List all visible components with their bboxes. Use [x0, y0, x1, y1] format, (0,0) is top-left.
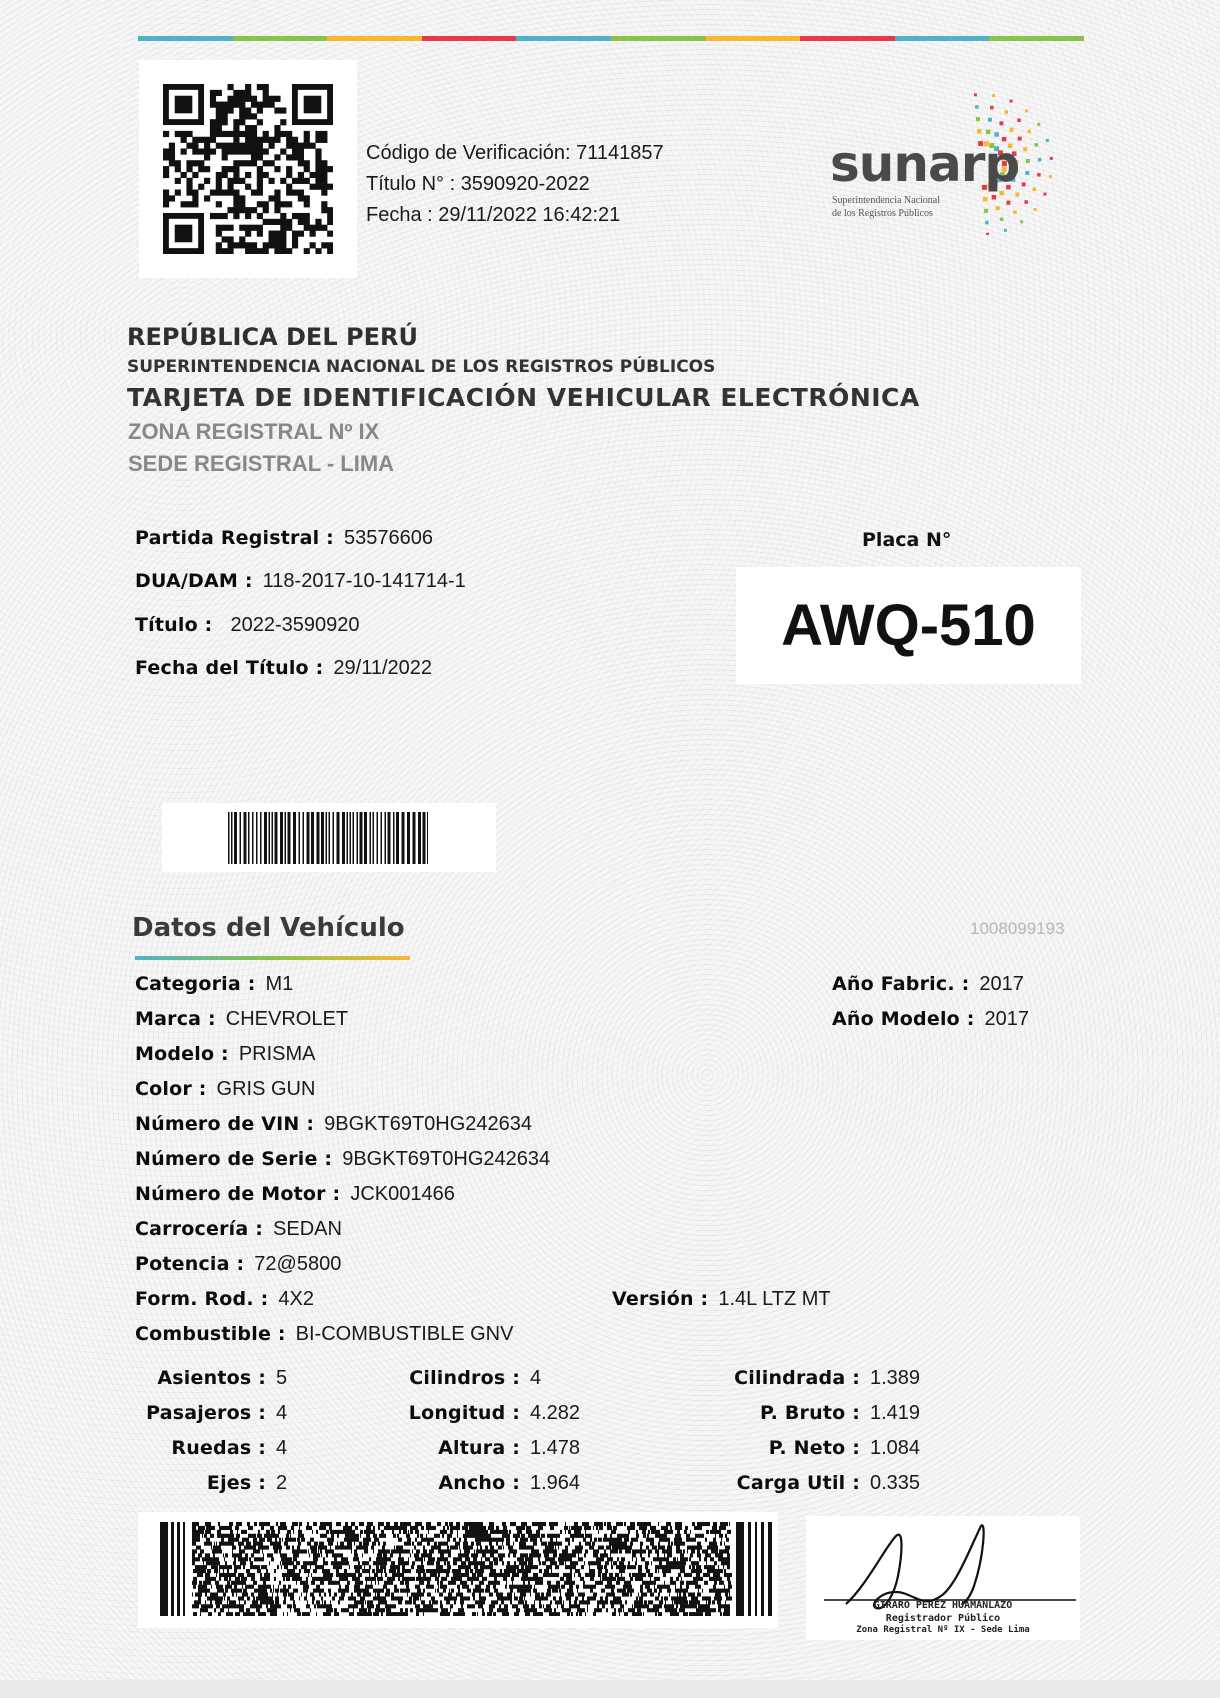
plate-number: AWQ-510: [781, 593, 1036, 658]
pdf417-barcode: [160, 1522, 772, 1616]
anio-fabric-value: 2017: [979, 973, 1024, 995]
logo-tagline-2: de los Registros Públicos: [832, 208, 933, 219]
combustible-value: BI-COMBUSTIBLE GNV: [295, 1323, 514, 1345]
modelo-value: PRISMA: [238, 1043, 316, 1065]
version-value: 1.4L LTZ MT: [718, 1288, 831, 1310]
combustible-label: Combustible :: [135, 1323, 286, 1345]
pasajeros-label: Pasajeros :: [146, 1402, 266, 1424]
serie-row: [135, 1148, 550, 1171]
dua-value: 118-2017-10-141714-1: [262, 570, 466, 592]
motor-label: Número de Motor :: [135, 1183, 341, 1205]
anio-modelo-value: 2017: [984, 1008, 1030, 1030]
modelo-row: [135, 1043, 316, 1066]
vin-value: 9BGKT69T0HG242634: [324, 1113, 533, 1135]
carroceria-value: SEDAN: [273, 1218, 342, 1240]
carroceria-row: [135, 1218, 342, 1241]
seat-heading: SEDE REGISTRAL - LIMA: [128, 451, 395, 476]
asientos-row: [120, 1367, 287, 1402]
potencia-label: Potencia :: [135, 1253, 245, 1275]
asientos-label: Asientos :: [157, 1367, 266, 1389]
carga-util-row: [700, 1472, 920, 1507]
specs-col-1: [120, 1367, 287, 1507]
peso-bruto-label: P. Bruto :: [760, 1402, 860, 1424]
serie-label: Número de Serie :: [135, 1148, 333, 1170]
fecha-titulo-label: Fecha del Título :: [135, 657, 324, 679]
cilindros-value: 4: [530, 1367, 542, 1389]
barcode: [228, 812, 428, 864]
ancho-value: 1.964: [530, 1472, 581, 1494]
ancho-label: Ancho :: [438, 1472, 520, 1494]
peso-neto-label: P. Neto :: [768, 1437, 860, 1459]
fecha-titulo-value: 29/11/2022: [333, 657, 433, 679]
document-title: TARJETA DE IDENTIFICACIÓN VEHICULAR ELECTRÓNICA: [127, 383, 920, 412]
carroceria-label: Carrocería :: [135, 1218, 264, 1240]
verification-code: Código de Verificación: 71141857: [366, 142, 664, 164]
zone-heading: ZONA REGISTRAL Nº IX: [128, 419, 380, 444]
color-row: [135, 1078, 315, 1101]
logo-tagline-1: Superintendencia Nacional: [832, 195, 941, 206]
cilindrada-row: [700, 1367, 920, 1402]
partida-label: Partida Registral :: [135, 527, 334, 549]
altura-row: [380, 1437, 580, 1472]
ejes-value: 2: [276, 1472, 288, 1494]
partida-value: 53576606: [343, 527, 433, 549]
formrod-row: [135, 1288, 314, 1311]
plate-box: [736, 567, 1081, 684]
vehicle-section-title: Datos del Vehículo: [132, 913, 405, 943]
formrod-value: 4X2: [278, 1288, 314, 1310]
agency-heading: SUPERINTENDENCIA NACIONAL DE LOS REGISTROS PÚBLICOS: [127, 357, 716, 377]
cilindros-label: Cilindros :: [409, 1367, 520, 1389]
ruedas-label: Ruedas :: [171, 1437, 266, 1459]
carga-util-value: 0.335: [870, 1472, 921, 1494]
pasajeros-value: 4: [276, 1402, 288, 1424]
vin-row: [135, 1113, 532, 1136]
motor-row: [135, 1183, 455, 1206]
peso-bruto-value: 1.419: [870, 1402, 921, 1424]
qr-code: [163, 84, 333, 254]
barcode-box: [162, 803, 496, 872]
categoria-row: [135, 973, 293, 996]
sunarp-logo: [830, 85, 1100, 235]
pasajeros-row: [120, 1402, 287, 1437]
potencia-value: 72@5800: [254, 1253, 342, 1275]
signatory-name: GIRARO PEREZ HUAMANLAZO: [873, 1600, 1013, 1611]
altura-label: Altura :: [438, 1437, 520, 1459]
document-serial: 1008099193: [970, 919, 1065, 938]
specs-col-2: [380, 1367, 580, 1507]
peso-neto-row: [700, 1437, 920, 1472]
specs-col-3: [700, 1367, 920, 1507]
titulo-value: 2022-3590920: [230, 614, 360, 636]
anio-modelo-label: Año Modelo :: [832, 1008, 975, 1030]
formrod-label: Form. Rod. :: [135, 1288, 269, 1310]
signatory-role: Registrador Público: [885, 1613, 1001, 1624]
anio-modelo-row: [832, 1008, 1029, 1031]
signature-box: [806, 1516, 1080, 1640]
color-label: Color :: [135, 1078, 207, 1100]
version-row: [612, 1288, 831, 1311]
anio-fabric-label: Año Fabric. :: [832, 973, 970, 995]
plate-label: Placa N°: [862, 529, 952, 551]
partida-row: [135, 527, 433, 550]
cilindrada-value: 1.389: [870, 1367, 921, 1389]
ruedas-row: [120, 1437, 287, 1472]
categoria-value: M1: [265, 973, 294, 995]
longitud-value: 4.282: [530, 1402, 581, 1424]
pdf417-box: [138, 1512, 778, 1628]
cilindrada-label: Cilindrada :: [734, 1367, 860, 1389]
ancho-row: [380, 1472, 580, 1507]
modelo-label: Modelo :: [135, 1043, 229, 1065]
color-value: GRIS GUN: [216, 1078, 316, 1100]
categoria-label: Categoria :: [135, 973, 256, 995]
marca-row: [135, 1008, 348, 1031]
titulo-label: Título :: [135, 614, 213, 636]
logo-wordmark: sunarp: [830, 135, 1020, 193]
motor-value: JCK001466: [350, 1183, 455, 1205]
asientos-value: 5: [276, 1367, 288, 1389]
verification-date: Fecha : 29/11/2022 16:42:21: [366, 204, 621, 226]
bottom-strip: [0, 1680, 1220, 1698]
serie-value: 9BGKT69T0HG242634: [342, 1148, 551, 1170]
longitud-row: [380, 1402, 580, 1437]
ejes-row: [120, 1472, 287, 1507]
country-heading: REPÚBLICA DEL PERÚ: [127, 323, 418, 351]
carga-util-label: Carga Util :: [736, 1472, 860, 1494]
section-underline: [135, 956, 410, 960]
version-label: Versión :: [612, 1288, 709, 1310]
qr-code-box: [139, 60, 357, 278]
marca-label: Marca :: [135, 1008, 216, 1030]
ruedas-value: 4: [276, 1437, 288, 1459]
verification-title: Título N° : 3590920-2022: [366, 173, 590, 195]
anio-fabric-row: [832, 973, 1024, 996]
top-color-bar: [138, 36, 1084, 41]
ejes-label: Ejes :: [206, 1472, 266, 1494]
signatory-office: Zona Registral Nº IX - Sede Lima: [856, 1625, 1030, 1635]
dua-label: DUA/DAM :: [135, 570, 253, 592]
fecha-titulo-row: [135, 657, 432, 680]
marca-value: CHEVROLET: [225, 1008, 349, 1030]
dua-row: [135, 570, 466, 593]
vin-label: Número de VIN :: [135, 1113, 315, 1135]
peso-neto-value: 1.084: [870, 1437, 921, 1459]
cilindros-row: [380, 1367, 580, 1402]
longitud-label: Longitud :: [408, 1402, 520, 1424]
peso-bruto-row: [700, 1402, 920, 1437]
altura-value: 1.478: [530, 1437, 581, 1459]
titulo-row: [135, 614, 359, 637]
combustible-row: [135, 1323, 513, 1346]
potencia-row: [135, 1253, 341, 1276]
